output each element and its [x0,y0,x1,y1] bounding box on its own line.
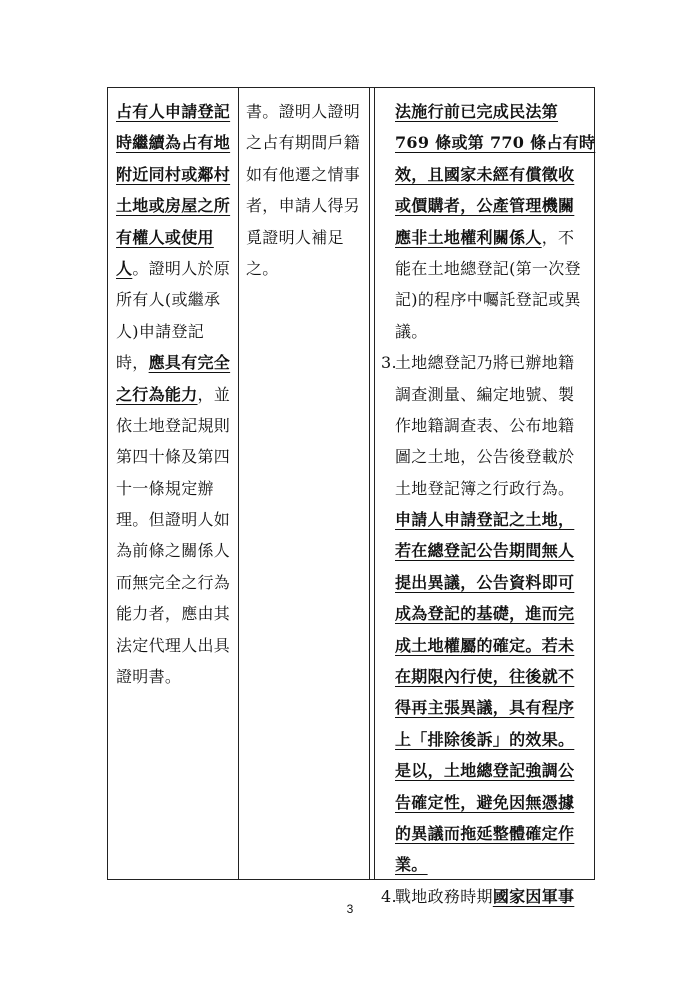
text-segment: 作地籍調查表、公布地籍 [395,415,575,435]
emphasized-text: 上「排除後訴」的效果。 [395,729,575,749]
emphasized-text: 應具有完全 [148,353,231,373]
text-segment: 覓證明人補足 [246,227,344,247]
emphasized-text: 時繼續為占有地 [116,133,231,153]
emphasized-text: 應非土地權利關係人 [395,227,542,247]
emphasized-text: 土地或房屋之所 [116,196,231,216]
text-line [246,127,360,158]
column-1-text [116,96,230,692]
text-line [116,410,230,441]
text-line [381,567,595,598]
text-line [116,96,230,127]
text-line [381,347,595,378]
emphasized-text: 得再主張異議，具有程序 [395,698,575,718]
emphasized-text: 附近同村或鄰村 [116,164,231,184]
text-segment: 。證明人於原 [132,258,231,278]
text-line [116,190,230,221]
text-segment: 者，申請人得另 [246,196,361,216]
emphasized-text: 人 [116,258,133,278]
emphasized-text: 占有人申請登記 [116,102,231,121]
list-number: 4. [381,886,397,906]
emphasized-text: 有權人或使用 [116,227,214,247]
text-segment: 人)申請登記 [116,321,205,341]
text-line [246,222,360,253]
text-line [116,316,230,347]
text-line [116,473,230,504]
text-line [116,598,230,629]
text-line [381,724,595,755]
text-segment: 證明書。 [116,667,182,687]
emphasized-text: 之行為能力 [116,384,198,404]
text-line [116,441,230,472]
emphasized-text: 法施行前已完成民法第 [395,102,559,121]
text-segment: 之占有期間戶籍 [246,133,361,153]
text-segment: 之。 [246,258,279,278]
column-2-text [246,96,360,284]
text-segment: 如有他遷之情事 [246,164,361,184]
text-line [381,253,595,284]
emphasized-text: 國家因軍事 [492,886,575,906]
text-line [381,818,595,849]
text-line [381,692,595,723]
text-segment: 法定代理人出具 [116,635,231,655]
emphasized-text: 申請人申請登記之土地， [395,510,575,530]
text-line [116,127,230,158]
text-line [381,535,595,566]
text-segment: 能力者，應由其 [116,604,231,624]
text-line [116,159,230,190]
text-line [116,347,230,378]
text-segment: 書。證明人證明 [246,102,361,121]
emphasized-text: 769 條或第 770 條占有時 [395,133,596,153]
text-segment: 能在土地總登記(第一次登 [395,258,581,278]
text-segment: ，並 [197,384,231,404]
text-line [381,190,595,221]
emphasized-text: 成土地權屬的確定。若未 [395,635,575,655]
comparison-table [107,87,596,906]
text-line [116,535,230,566]
emphasized-text: 業。 [395,855,428,875]
emphasized-text: 在期限內行使，往後就不 [395,667,575,687]
column-3-text [381,96,595,912]
text-segment: ，不 [541,227,575,247]
emphasized-text: 效，且國家未經有償徵收 [395,164,575,184]
text-line [116,222,230,253]
text-line [246,190,360,221]
text-line [246,96,360,127]
emphasized-text: 提出異議，公告資料即可 [395,572,575,592]
column-divider [238,88,239,879]
text-line [381,96,595,127]
column-divider [374,88,375,879]
text-line [116,284,230,315]
text-line [116,630,230,661]
text-line [246,159,360,190]
text-segment: 戰地政務時期 [395,886,493,906]
text-line [381,755,595,786]
text-line [381,410,595,441]
text-line [381,222,595,253]
text-segment: 而無完全之行為 [116,572,231,592]
text-segment: 記)的程序中囑託登記或異 [395,290,581,310]
text-segment: 第四十條及第四 [116,447,231,467]
text-line [381,379,595,410]
text-line [381,630,595,661]
text-segment: 議。 [395,321,428,341]
text-line [381,598,595,629]
emphasized-text: 告確定性，避免因無憑據 [395,792,575,812]
page-number: 3 [346,902,354,916]
text-line [381,127,595,158]
text-segment: 土地總登記乃將已辦地籍 [395,353,575,373]
text-segment: 調查測量、編定地號、製 [395,384,575,404]
list-number: 3. [381,353,397,373]
text-segment: 為前條之關係人 [116,541,231,561]
text-segment: 時， [116,353,149,373]
text-segment: 十一條規定辦 [116,478,214,498]
text-line [381,787,595,818]
text-segment: 所有人(或繼承 [116,290,221,310]
emphasized-text: 是以，土地總登記強調公 [395,761,575,781]
text-line [116,567,230,598]
text-line [116,253,230,284]
text-line [246,253,360,284]
text-segment: 土地登記簿之行政行為。 [395,478,575,498]
text-segment: 依土地登記規則 [116,415,231,435]
text-line [381,849,595,880]
text-line [116,379,230,410]
text-line [381,661,595,692]
emphasized-text: 若在總登記公告期間無人 [395,541,575,561]
emphasized-text: 成為登記的基礎，進而完 [395,604,575,624]
text-line [381,284,595,315]
text-line [381,159,595,190]
text-segment: 圖之土地，公告後登載於 [395,447,575,467]
text-line [381,316,595,347]
emphasized-text: 的異議而拖延整體確定作 [395,823,575,843]
text-line [381,473,595,504]
text-segment: 理。但證明人如 [116,510,231,530]
column-divider [369,88,370,879]
text-line [381,441,595,472]
text-line [116,661,230,692]
emphasized-text: 或價購者，公產管理機關 [395,196,575,216]
text-line [116,504,230,535]
text-line [381,504,595,535]
